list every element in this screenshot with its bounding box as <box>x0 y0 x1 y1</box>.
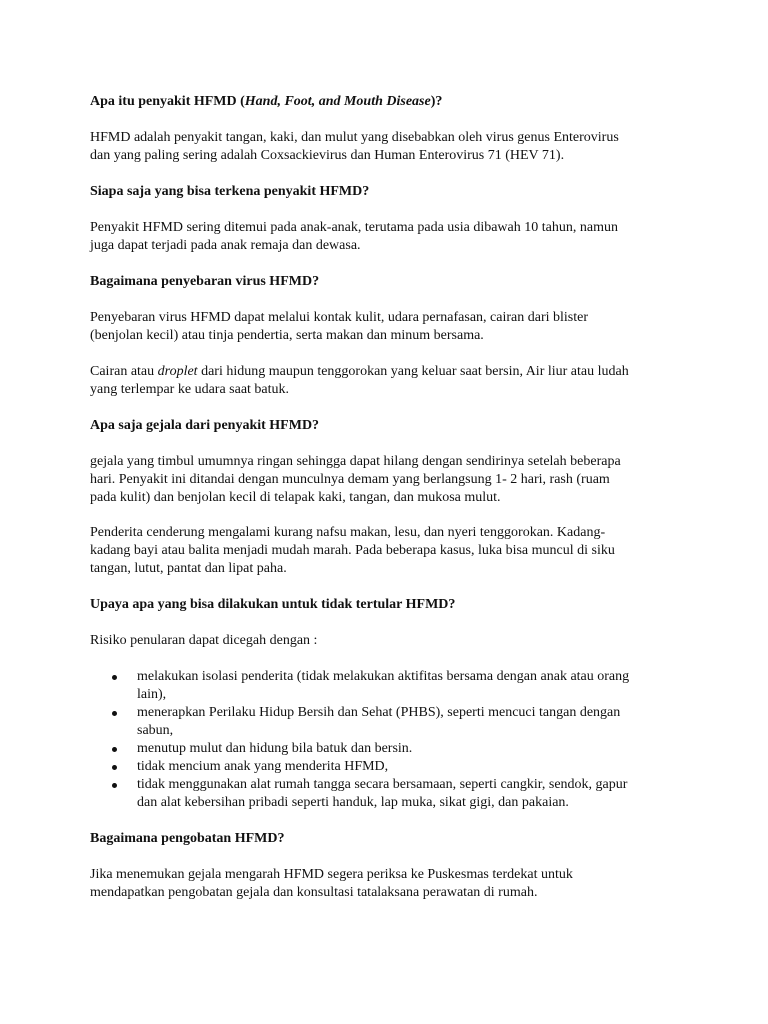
heading-what-is-hfmd <box>90 93 680 111</box>
paragraph-symptoms-more <box>90 524 680 578</box>
text-line: Penderita cenderung mengalami kurang nafsu makan, lesu, dan nyeri tenggorokan. Kadang- <box>90 525 606 540</box>
prevention-list <box>90 668 680 812</box>
bullet-icon <box>112 783 117 788</box>
heading-italic-text: Hand, Foot, and Mouth Disease <box>244 94 431 109</box>
text-segment: Cairan atau <box>90 364 158 379</box>
paragraph-who-affected <box>90 219 680 255</box>
text-line: hari. Penyakit ini ditandai dengan munculnya demam yang berlangsung 1- 2 hari, rash (ruam <box>90 472 610 487</box>
heading-symptoms: Apa saja gejala dari penyakit HFMD? <box>90 418 320 433</box>
text-line: yang terlempar ke udara saat batuk. <box>90 382 290 397</box>
list-item <box>90 776 680 812</box>
paragraph-spread <box>90 309 680 345</box>
text-line: HFMD adalah penyakit tangan, kaki, dan mulut yang disebabkan oleh virus genus Enterovirus <box>90 130 619 145</box>
heading-text-end: )? <box>430 94 443 109</box>
heading-treatment: Bagaimana pengobatan HFMD? <box>90 831 285 846</box>
list-item <box>90 668 680 704</box>
bullet-icon <box>112 711 117 716</box>
text-line: dan yang paling sering adalah Coxsackievirus dan Human Enterovirus 71 (HEV 71). <box>90 148 565 163</box>
italic-term: droplet <box>157 364 198 379</box>
text-line: tidak mencium anak yang menderita HFMD, <box>137 759 389 774</box>
list-item <box>90 704 680 740</box>
text-line: tidak menggunakan alat rumah tangga secara bersamaan, seperti cangkir, sendok, gapur <box>137 777 628 792</box>
list-item <box>90 758 680 776</box>
paragraph-prevention-intro: Risiko penularan dapat dicegah dengan : <box>90 633 318 648</box>
paragraph-symptoms <box>90 453 680 507</box>
text-line: (benjolan kecil) atau tinja pendertia, serta makan dan minum bersama. <box>90 328 484 343</box>
bullet-icon <box>112 675 117 680</box>
text-line: juga dapat terjadi pada anak remaja dan dewasa. <box>90 238 361 253</box>
list-item <box>90 740 680 758</box>
heading-spread: Bagaimana penyebaran virus HFMD? <box>90 274 320 289</box>
text-line: menerapkan Perilaku Hidup Bersih dan Sehat (PHBS), seperti mencuci tangan dengan <box>137 705 621 720</box>
text-line: dan alat kebersihan pribadi seperti handuk, lap muka, sikat gigi, dan pakaian. <box>137 795 569 810</box>
paragraph-droplet <box>90 363 680 399</box>
heading-prevention: Upaya apa yang bisa dilakukan untuk tidak tertular HFMD? <box>90 597 456 612</box>
text-line: Penyakit HFMD sering ditemui pada anak-anak, terutama pada usia dibawah 10 tahun, namun <box>90 220 618 235</box>
text-line: Penyebaran virus HFMD dapat melalui kontak kulit, udara pernafasan, cairan dari blister <box>90 310 589 325</box>
heading-who-affected: Siapa saja yang bisa terkena penyakit HFMD? <box>90 184 370 199</box>
text-line: pada kulit) dan benjolan kecil di telapak kaki, tangan, dan mukosa mulut. <box>90 490 501 505</box>
text-line: mendapatkan pengobatan gejala dan konsultasi tatalaksana perawatan di rumah. <box>90 885 538 900</box>
text-line: kadang bayi atau balita menjadi mudah marah. Pada beberapa kasus, luka bisa muncul di siku <box>90 543 615 558</box>
heading-text: Apa itu penyakit HFMD ( <box>90 94 245 109</box>
text-line: sabun, <box>137 723 174 738</box>
paragraph-definition <box>90 129 680 165</box>
bullet-icon <box>112 747 117 752</box>
text-line: gejala yang timbul umumnya ringan sehingga dapat hilang dengan sendirinya setelah beberapa <box>90 454 621 469</box>
text-line: lain), <box>137 687 167 702</box>
text-line: tangan, lutut, pantat dan lipat paha. <box>90 561 287 576</box>
text-line: menutup mulut dan hidung bila batuk dan bersin. <box>137 741 413 756</box>
text-line: melakukan isolasi penderita (tidak melakukan aktifitas bersama dengan anak atau orang <box>137 669 630 684</box>
text-segment: dari hidung maupun tenggorokan yang keluar saat bersin, Air liur atau ludah <box>197 364 629 379</box>
text-line: Jika menemukan gejala mengarah HFMD segera periksa ke Puskesmas terdekat untuk <box>90 867 573 882</box>
paragraph-treatment <box>90 866 680 902</box>
bullet-icon <box>112 765 117 770</box>
